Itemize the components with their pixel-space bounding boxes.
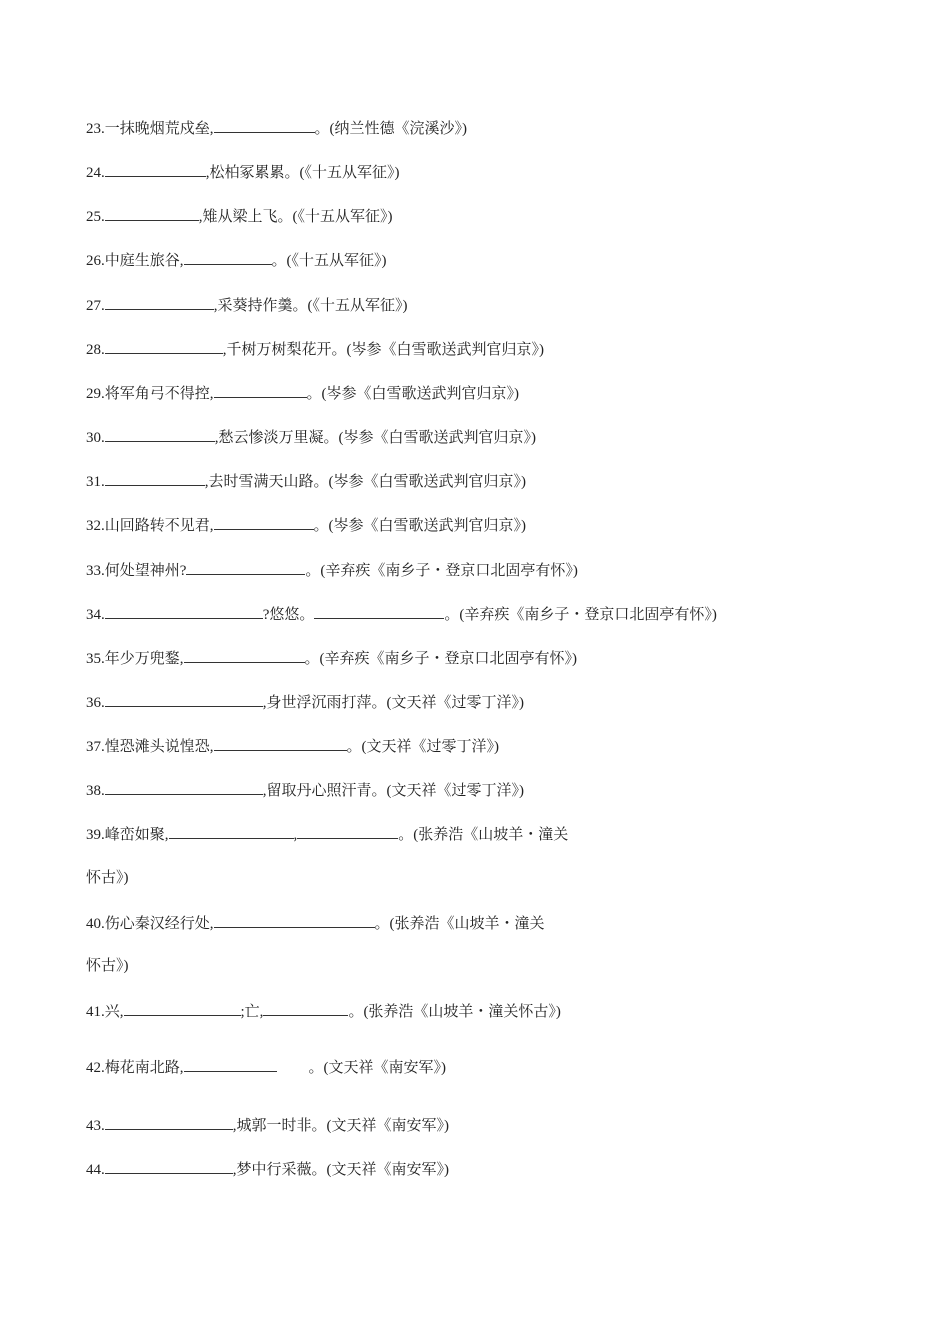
question-item	[86, 383, 519, 401]
question-item-continuation	[86, 957, 129, 975]
question-number: 39.	[86, 827, 105, 843]
fill-in-blank[interactable]	[214, 118, 315, 133]
question-text: 。(《十五从军征》)	[271, 253, 387, 269]
question-number: 30.	[86, 430, 105, 446]
question-text: 。(文天祥《过零丁洋》)	[346, 739, 500, 755]
fill-in-blank[interactable]	[105, 604, 263, 619]
question-item	[86, 250, 387, 268]
question-item	[86, 604, 717, 622]
question-text: ;亡,	[240, 1004, 264, 1020]
question-number: 43.	[86, 1118, 105, 1134]
question-number: 41.	[86, 1004, 105, 1020]
question-item	[86, 427, 536, 445]
fill-in-blank[interactable]	[105, 1159, 233, 1174]
question-text: 怀古》)	[86, 870, 129, 886]
question-item	[86, 1115, 449, 1133]
question-text: ,留取丹心照汗青。(文天祥《过零丁洋》)	[262, 783, 524, 799]
question-text: 峰峦如聚,	[104, 827, 169, 843]
question-text: 。(张养浩《山坡羊・潼关怀古》)	[348, 1004, 561, 1020]
question-text: ,采葵持作羹。(《十五从军征》)	[213, 298, 408, 314]
fill-in-blank[interactable]	[214, 383, 307, 398]
question-number: 35.	[86, 651, 105, 667]
question-number: 24.	[86, 165, 105, 181]
question-number: 36.	[86, 695, 105, 711]
fill-in-blank[interactable]	[263, 1001, 348, 1016]
question-text: ,梦中行采薇。(文天祥《南安军》)	[232, 1162, 449, 1178]
question-text: ,去时雪满天山路。(岑参《白雪歌送武判官归京》)	[204, 474, 526, 490]
question-text: 。(纳兰性德《浣溪沙》)	[314, 121, 468, 137]
question-text: ,	[293, 827, 298, 843]
question-number: 37.	[86, 739, 105, 755]
question-text: 。(岑参《白雪歌送武判官归京》)	[313, 518, 527, 534]
fill-in-blank[interactable]	[105, 471, 205, 486]
fill-in-blank[interactable]	[214, 913, 375, 928]
question-item	[86, 295, 408, 313]
fill-in-blank[interactable]	[186, 560, 305, 575]
question-text: 。(辛弃疾《南乡子・登京口北固亭有怀》)	[305, 563, 578, 579]
question-item	[86, 1001, 561, 1019]
question-text: 惶恐滩头说惶恐,	[104, 739, 214, 755]
question-text: 。(张养浩《山坡羊・潼关	[374, 916, 545, 932]
question-item	[86, 162, 400, 180]
fill-in-blank[interactable]	[184, 250, 272, 265]
fill-in-blank[interactable]	[169, 824, 294, 839]
fill-in-blank[interactable]	[105, 427, 215, 442]
question-text: 将军角弓不得控,	[104, 386, 214, 402]
question-item	[86, 560, 578, 578]
question-number: 42.	[86, 1060, 105, 1076]
question-text: ,千树万树梨花开。(岑参《白雪歌送武判官归京》)	[222, 342, 544, 358]
question-text: 中庭生旅谷,	[104, 253, 184, 269]
question-item	[86, 736, 499, 754]
question-number: 44.	[86, 1162, 105, 1178]
question-item	[86, 648, 577, 666]
question-text: 山回路转不见君,	[104, 518, 214, 534]
question-number: 26.	[86, 253, 105, 269]
question-number: 31.	[86, 474, 105, 490]
fill-in-blank[interactable]	[184, 648, 305, 663]
question-item	[86, 692, 524, 710]
fill-in-blank[interactable]	[105, 1115, 233, 1130]
question-text: ,松柏冢累累。(《十五从军征》)	[205, 165, 400, 181]
fill-in-blank[interactable]	[184, 1057, 277, 1072]
question-text: 。(辛弃疾《南乡子・登京口北固亭有怀》)	[444, 607, 717, 623]
fill-in-blank[interactable]	[297, 824, 398, 839]
question-number: 23.	[86, 121, 105, 137]
question-number: 29.	[86, 386, 105, 402]
question-text: 。(辛弃疾《南乡子・登京口北固亭有怀》)	[304, 651, 578, 667]
fill-in-blank[interactable]	[105, 780, 263, 795]
question-number: 25.	[86, 209, 105, 225]
question-text: 怀古》)	[86, 958, 129, 974]
question-item	[86, 206, 393, 224]
question-item	[86, 1159, 449, 1177]
question-text: 伤心秦汉经行处,	[104, 916, 214, 932]
question-item	[86, 339, 544, 357]
question-text: 一抹晚烟荒戍垒,	[104, 121, 214, 137]
fill-in-blank[interactable]	[314, 604, 444, 619]
fill-in-blank[interactable]	[105, 339, 223, 354]
question-number: 34.	[86, 607, 105, 623]
question-item	[86, 824, 568, 842]
question-item	[86, 1057, 446, 1075]
question-text: 何处望神州?	[104, 563, 187, 579]
fill-in-blank[interactable]	[105, 295, 214, 310]
fill-in-blank[interactable]	[214, 515, 314, 530]
question-item-continuation	[86, 869, 129, 887]
fill-in-blank[interactable]	[124, 1001, 241, 1016]
question-text: ,身世浮沉雨打萍。(文天祥《过零丁洋》)	[262, 695, 524, 711]
question-text: 。(岑参《白雪歌送武判官归京》)	[306, 386, 520, 402]
question-text: 兴,	[104, 1004, 124, 1020]
question-item	[86, 118, 467, 136]
question-number: 33.	[86, 563, 105, 579]
fill-in-blank[interactable]	[105, 692, 263, 707]
question-number: 38.	[86, 783, 105, 799]
question-text: ,雉从梁上飞。(《十五从军征》)	[198, 209, 393, 225]
question-item	[86, 515, 526, 533]
question-text: ,城郭一时非。(文天祥《南安军》)	[232, 1118, 449, 1134]
question-text: ,愁云惨淡万里凝。(岑参《白雪歌送武判官归京》)	[214, 430, 536, 446]
question-item	[86, 471, 526, 489]
question-number: 32.	[86, 518, 105, 534]
question-number: 27.	[86, 298, 105, 314]
question-text: 。(文天祥《南安军》)	[308, 1060, 447, 1076]
fill-in-blank[interactable]	[214, 736, 347, 751]
fill-in-blank[interactable]	[105, 206, 199, 221]
question-item	[86, 913, 545, 931]
question-text: ?悠悠。	[262, 607, 315, 623]
question-number: 28.	[86, 342, 105, 358]
question-number: 40.	[86, 916, 105, 932]
question-text: 。(张养浩《山坡羊・潼关	[398, 827, 569, 843]
question-text: 梅花南北路,	[104, 1060, 184, 1076]
fill-in-blank[interactable]	[105, 162, 206, 177]
question-item	[86, 780, 524, 798]
question-text: 年少万兜鍪,	[104, 651, 184, 667]
